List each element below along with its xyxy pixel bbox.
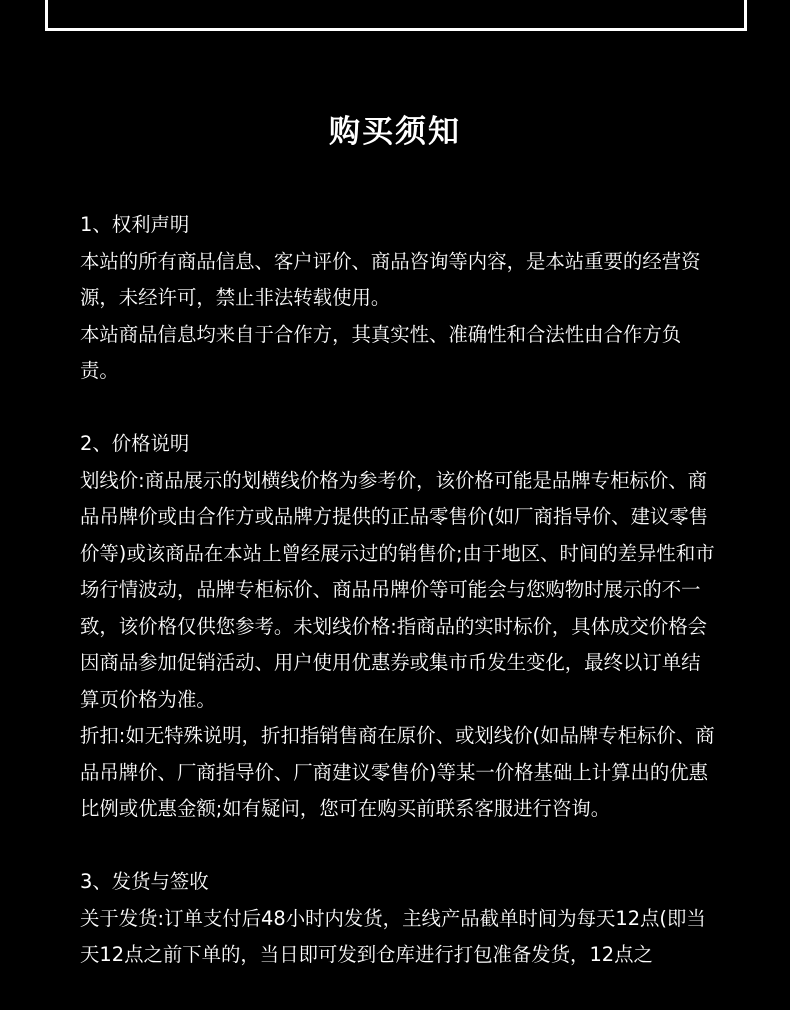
notice-content xyxy=(80,207,716,1010)
section-heading: 1、权利声明 xyxy=(80,213,190,236)
paragraph: 本站商品信息均来自于合作方，其真实性、准确性和合法性由合作方负责。 xyxy=(80,322,682,382)
page-title: 购买须知 xyxy=(329,114,461,150)
section-shipping xyxy=(80,864,716,974)
section-heading: 2、价格说明 xyxy=(80,432,190,455)
paragraph: 本站的所有商品信息、客户评价、商品咨询等内容，是本站重要的经营资源，未经许可，禁止非法转载使用。 xyxy=(80,249,701,309)
top-frame-border xyxy=(45,0,747,31)
paragraph: 折扣:如无特殊说明，折扣指销售商在原价、或划线价(如品牌专柜标价、商品吊牌价、厂商指导价、厂商建议零售价)等某一价格基础上计算出的优惠比例或优惠金额;如有疑问，您可在购买前联系客服进行咨询。 xyxy=(80,724,715,820)
paragraph: 划线价:商品展示的划横线价格为参考价，该价格可能是品牌专柜标价、商品吊牌价或由合作方或品牌方提供的正品零售价(如厂商指导价、建议零售价等)或该商品在本站上曾经展示过的销售价;由于地区、时间的差异性和市场行情波动，品牌专柜标价、商品吊牌价等可能会与您购物时展示的不一致，该价格仅供您参考。未划线价格:指商品的实时标价，具体成交价格会因商品参加促销活动、用户使用优惠券或集市币发生变化，最终以订单结算页价格为准。 xyxy=(80,468,715,711)
paragraph: 关于发货:订单支付后48小时内发货，主线产品截单时间为每天12点(即当天12点之前下单的，当日即可发到仓库进行打包准备发货，12点之 xyxy=(80,906,706,966)
section-rights xyxy=(80,207,716,390)
section-price xyxy=(80,426,716,828)
section-heading: 3、发货与签收 xyxy=(80,870,209,893)
